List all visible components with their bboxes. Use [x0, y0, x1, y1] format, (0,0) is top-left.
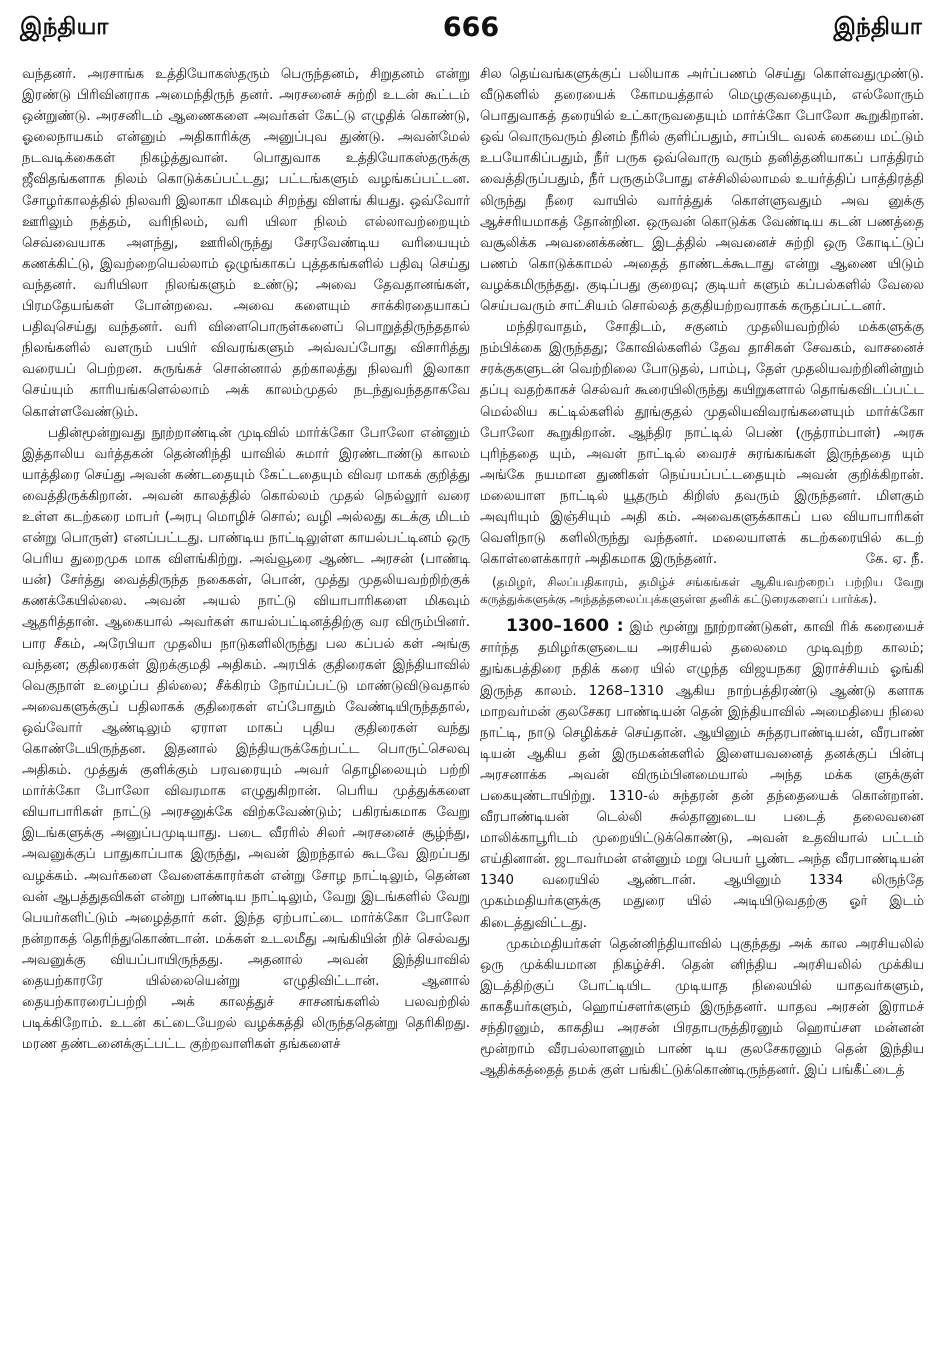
paragraph-left-1: வந்தனர். அரசாங்க உத்தியோகஸ்தரும் பெருந்தனம், சிறுதனம் என்று இரண்டு பிரிவினராக அமைந்திருந் தனர். அரசனைச் சுற்றி உடன் கூட்டம் ஒன்றுண்டு. அரசனிடம் ஆணைகளை அவர்கள் கேட்டு எழுதிக் கொண்டு, ஓலைநாயகம் என்னும் அதிகாரிக்கு அனுப்புவ துண்டு. அவன்மேல் நடவடிக்கைகள் நிகழ்த்துவான். பொதுவாக உத்தியோகஸ்தருக்கு ஜீவிதங்களாக நிலம் கொடுக்கப்பட்டது; பட்டங்களும் வழங்கப்பட்டன. சோழர்காலத்தில் நிலவரி இலாகா மிகவும் சிறந்து விளங் கியது. ஒவ்வோர் ஊரிலும் நத்தம், வரிநிலம், வரி யிலா நிலம் எல்லாவற்றையும் செவ்வையாக அளந்து, ஊரிலிருந்து சேரவேண்டிய வரியையும் கணக்கிட்டு, இவற்றையெல்லாம் ஒழுங்காகப் புத்தகங்களில் பதிவு செய்து வந்தனர். வரியிலா நிலங்களும் உண்டு; அவை தேவதானங்கள், பிரமதேயங்கள் போன்றவை. அவை களையும் சாக்கிரதையாகப் பதிவுசெய்து வந்தனர். வரி விளைபொருள்களைப் பொறுத்திருந்ததால் நிலங்களில் வளரும் பயிர் விவரங்களும் அவ்வப்போது விசாரித்து வரையப் பெற்றன. சுருங்கச் சொன்னால் தற்காலத்து நிலவரி இலாகா செய்யும் காரியங்களெல்லாம் அக் காலம்முதல் நடந்துவந்ததாகவே கொள்ளவேண்டும். — [22, 67, 470, 420]
author-signature: கே. ஏ. நீ. — [865, 552, 924, 568]
cross-reference-note: (தமிழர், சிலப்பதிகாரம், தமிழ்ச் சங்கங்கள் ஆகியவற்றைப் பற்றிய வேறு கருத்துக்களுக்கு அந்தத்தலைப்புக்களுள்ள தனிக் கட்டுரைகளைப் பார்க்க). — [480, 575, 924, 607]
left-column — [22, 64, 470, 1055]
paragraph-period-1300-1600 — [480, 616, 924, 933]
page-number: 666 — [442, 12, 500, 43]
running-head-right: இந்தியா — [833, 14, 922, 40]
page-header — [20, 12, 922, 52]
period-heading: 1300–1600 : — [506, 616, 624, 637]
paragraph-right-1: சில தெய்வங்களுக்குப் பலியாக அர்ப்பணம் செய்து கொள்வதுமுண்டு. வீடுகளில் தரையைக் கோமயத்தால் மெழுகுவதையும், எல்லோரும் பொதுவாகத் தரையில் உட்காருவதையும் மார்க்கோ போலோ கூறுகிறான். ஒவ் வொருவரும் தினம் நீரில் குளிப்பதும், சாப்பிட வலக் கையை மட்டும் உபயோகிப்பதும், நீர் பருக ஒவ்வொரு வரும் தனித்தனியாகப் பாத்திரம் வைத்திருப்பதும், நீர் பருகும்போது எச்சிலில்லாமல் உயர்த்திப் பாத்திரத்தி லிருந்து நீரை வாயில் வார்த்துக் கொள்ளுவதும் அவ னுக்கு ஆச்சரியமாகத் தோன்றின. ஒருவன் கொடுக்க வேண்டிய கடன் பணத்தை வசூலிக்க அவனைக்கண்ட இடத்தில் அவனைச் சுற்றி ஒரு கோடிட்டுப் பணம் கொடுக்காமல் அதைத் தாண்டக்கூடாது என்று ஆணை யிடும் வழக்கமிருந்தது. குடிப்பது குறைவு; குடியர் களும் கப்பல்களில் வேலை செய்பவரும் சாட்சியம் சொல்லத் தகுதியற்றவராகக் கருதப்பட்டனர். — [480, 67, 924, 315]
paragraph-right-2 — [480, 317, 924, 570]
paragraph-right-2-text: மந்திரவாதம், சோதிடம், சகுனம் முதலியவற்றில் மக்களுக்கு நம்பிக்கை இருந்தது; கோவில்களில் தேவ தாசிகள் சேவகம், வாசனைச் சரக்குகளுடன் வெற்றிலை போடுதல், பாம்பு, தேள் முதலியவற்றினின்றும் தப்பு வதற்காகச் செல்வர் கூரையிலிருந்து கயிறுகளால் தொங்கவிடப்பட்ட மெல்லிய கட்டில்களில் தூங்குதல் முதலியவிவரங்களையும் மார்க்கோ போலோ கூறுகிறான். ஆந்திர நாட்டில் பெண் (ருத்ராம்பாள்) அரசு புரிந்ததை யும், அவள் நாட்டில் வைரச் சுரங்கங்கள் இருந்ததை யும் அங்கே நயமான துணிகள் நெய்யப்பட்டதையும் அவன் குறிக்கிறான். மலையாள நாட்டில் யூதரும் கிறிஸ் தவரும் இருந்தனர். மிளகும் அவுரியும் இஞ்சியும் அதி கம். அவைகளுக்காகப் பல வியாபாரிகள் வெளிநாடு களிலிருந்து வந்தனர். மலையாளக் கடற்கரையில் கடற் கொள்ளைக்காரர் அதிகமாக இருந்தனர். — [480, 320, 924, 568]
paragraph-right-4: முகம்மதியர்கள் தென்னிந்தியாவில் புகுந்தது அக் கால அரசியலில் ஒரு முக்கியமான நிகழ்ச்சி. தென் னிந்திய அரசியலில் முக்கிய இடத்திற்குப் போட்டியிட முடியாத நிலையில் யாதவர்களும், காகதீயர்களும், ஹொய்சளர்களும் இருந்தனர். யாதவ அரசன் இராமச் சந்திரனும், காகதிய அரசன் பிரதாபருத்திரனும் ஹொய்சள மன்னன் மூன்றாம் வீரபல்லாளனும் பாண் டிய குலசேகரனும் தென் இந்திய ஆதிக்கத்தைத் தமக் குள் பங்கிட்டுக்கொண்டிருந்தனர். இப் பங்கீட்டைத் — [480, 936, 924, 1079]
running-head-left: இந்தியா — [20, 14, 109, 40]
period-paragraph-text: இம் மூன்று நூற்றாண்டுகள், காவி ரிக் கரையைச் சார்ந்த தமிழர்களுடைய அரசியல் தலைமை முடிவுற்ற காலம்; துங்கபத்திரை நதிக் கரை யில் எழுந்த விஜயநகர இராச்சியம் ஓங்கி இருந்த காலம். 1268–1310 ஆகிய நாற்பத்திரண்டு ஆண்டு களாக மாறவர்மன் குலசேகர பாண்டியன் தென் இந்தியாவில் அமைதியை நிலை நாட்டி, நாடு செழிக்கச் செய்தான். ஆயினும் சுந்தரபாண்டியன், வீரபாண் டியன் ஆகிய தன் இருமகன்களில் இளையவனைத் தனக்குப் பின்பு அரசனாக்க அவன் விரும்பினமையால் அந்த மக்க ளுக்குள் பகையுண்டாயிற்று. 1310-ல் சுந்தரன் தன் தந்தையைக் கொன்றான். வீரபாண்டியன் டெல்லி சுல்தானுடைய படைத் தலைவனை மாலிக்காபூரிடம் முறையிட்டுக்கொண்டு, அவன் உதவியால் பட்டம் எய்தினான். ஜடாவர்மன் என்னும் மறு பெயர் பூண்ட அந்த வீரபாண்டியன் 1340 வரையில் ஆண்டான். ஆயினும் 1334 லிருந்தே முகம்மதியர்களுக்கு மதுரை யில் அடியிடுவதற்கு ஓர் இடம் கிடைத்துவிட்டது. — [480, 620, 924, 931]
right-column — [480, 64, 924, 1081]
paragraph-left-2: பதின்மூன்றுவது நூற்றாண்டின் முடிவில் மார்க்கோ போலோ என்னும் இத்தாலிய வர்த்தகன் தென்னிந்தி யாவில் சுமார் இரண்டாண்டு காலம் யாத்திரை செய்து அவன் கண்டதையும் கேட்டதையும் விவர மாகக் குறித்து வைத்திருக்கிறான். அவன் காலத்தில் கொல்லம் முதல் நெல்லூர் வரை உள்ள கடற்கரை மாபர் (அரபு மொழிச் சொல்; வழி அல்லது கடக்கு மிடம் என்று பொருள்) எனப்பட்டது. பாண்டிய நாட்டிலுள்ள காயல்பட்டினம் ஒரு பெரிய துறைமுக மாக விளங்கிற்று. அவ்வூரை ஆண்ட அரசன் (பாண்டி யன்) சேர்த்து வைத்திருந்த நகைகள், பொன், முத்து முதலியவற்றிற்குக் கணக்கேயில்லை. அவன் அயல் நாட்டு வியாபாரிகளை மிகவும் ஆதரித்தான். ஆகையால் அவர்கள் காயல்பட்டினத்திற்கு வர விரும்பினர். பார சீகம், அரேபியா முதலிய நாடுகளிலிருந்து பல கப்பல் கள் அங்கு வந்தன; குதிரைகள் இறக்குமதி அதிகம். அரபிக் குதிரைகள் இந்தியாவில் வெகுநாள் உழைப்ப தில்லை; சீக்கிரம் நோய்ப்பட்டு மாண்டுவிடுவதால் அவைகளுக்குப் பதிலாகக் குதிரைகள் எப்போதும் வேண்டியிருந்ததால், ஒவ்வோர் ஆண்டிலும் ஏராள மாகப் புதிய குதிரைகள் வந்து கொண்டேயிருந்தன. இதனால் இந்தியருக்கேற்பட்ட பொருட்செலவு அதிகம். முத்துக் குளிக்கும் பரவரையும் அவர் தொழிலையும் பற்றி மார்க்கோ போலோ விவரமாக எழுதுகிறான். பெரிய முத்துக்களை வியாபாரிகள் நாட்டு அரசனுக்கே விற்கவேண்டும்; பகிரங்கமாக வேறு இடங்களுக்கு அனுப்பமுடியாது. படை வீரரில் சிலர் அரசனைச் சூழ்ந்து, அவனுக்குப் பாதுகாப்பாக இருந்து, அவன் இறந்தால் கூடவே இறப்பது வழக்கம். அவர்களை வேளைக்காரர்கள் என்று சோழ நாட்டிலும், தென்ன வன் ஆபத்துதவிகள் என்று பாண்டிய நாட்டிலும், வேறு இடங்களில் வேறு பெயர்களிட்டும் அழைத்தார் கள். இந்த ஏற்பாட்டை மார்க்கோ போலோ நன்றாகத் தெரிந்துகொண்டான். மக்கள் உடலமீது அங்கியின் றிச் செல்வது அவனுக்கு வியப்பாயிருந்தது. அதனால் அவன் இந்தியாவில் தையற்காரரே யில்லையென்று எழுதிவிட்டான். ஆனால் தையற்காரரைப்பற்றி அக் காலத்துச் சாசனங்களில் பலவற்றில் படிக்கிறோம். உடன் கட்டையேறல் வழக்கத்தி லிருந்ததென்று தெரிகிறது. மரண தண்டனைக்குட்பட்ட குற்றவாளிகள் தங்களைச் — [22, 425, 470, 1053]
